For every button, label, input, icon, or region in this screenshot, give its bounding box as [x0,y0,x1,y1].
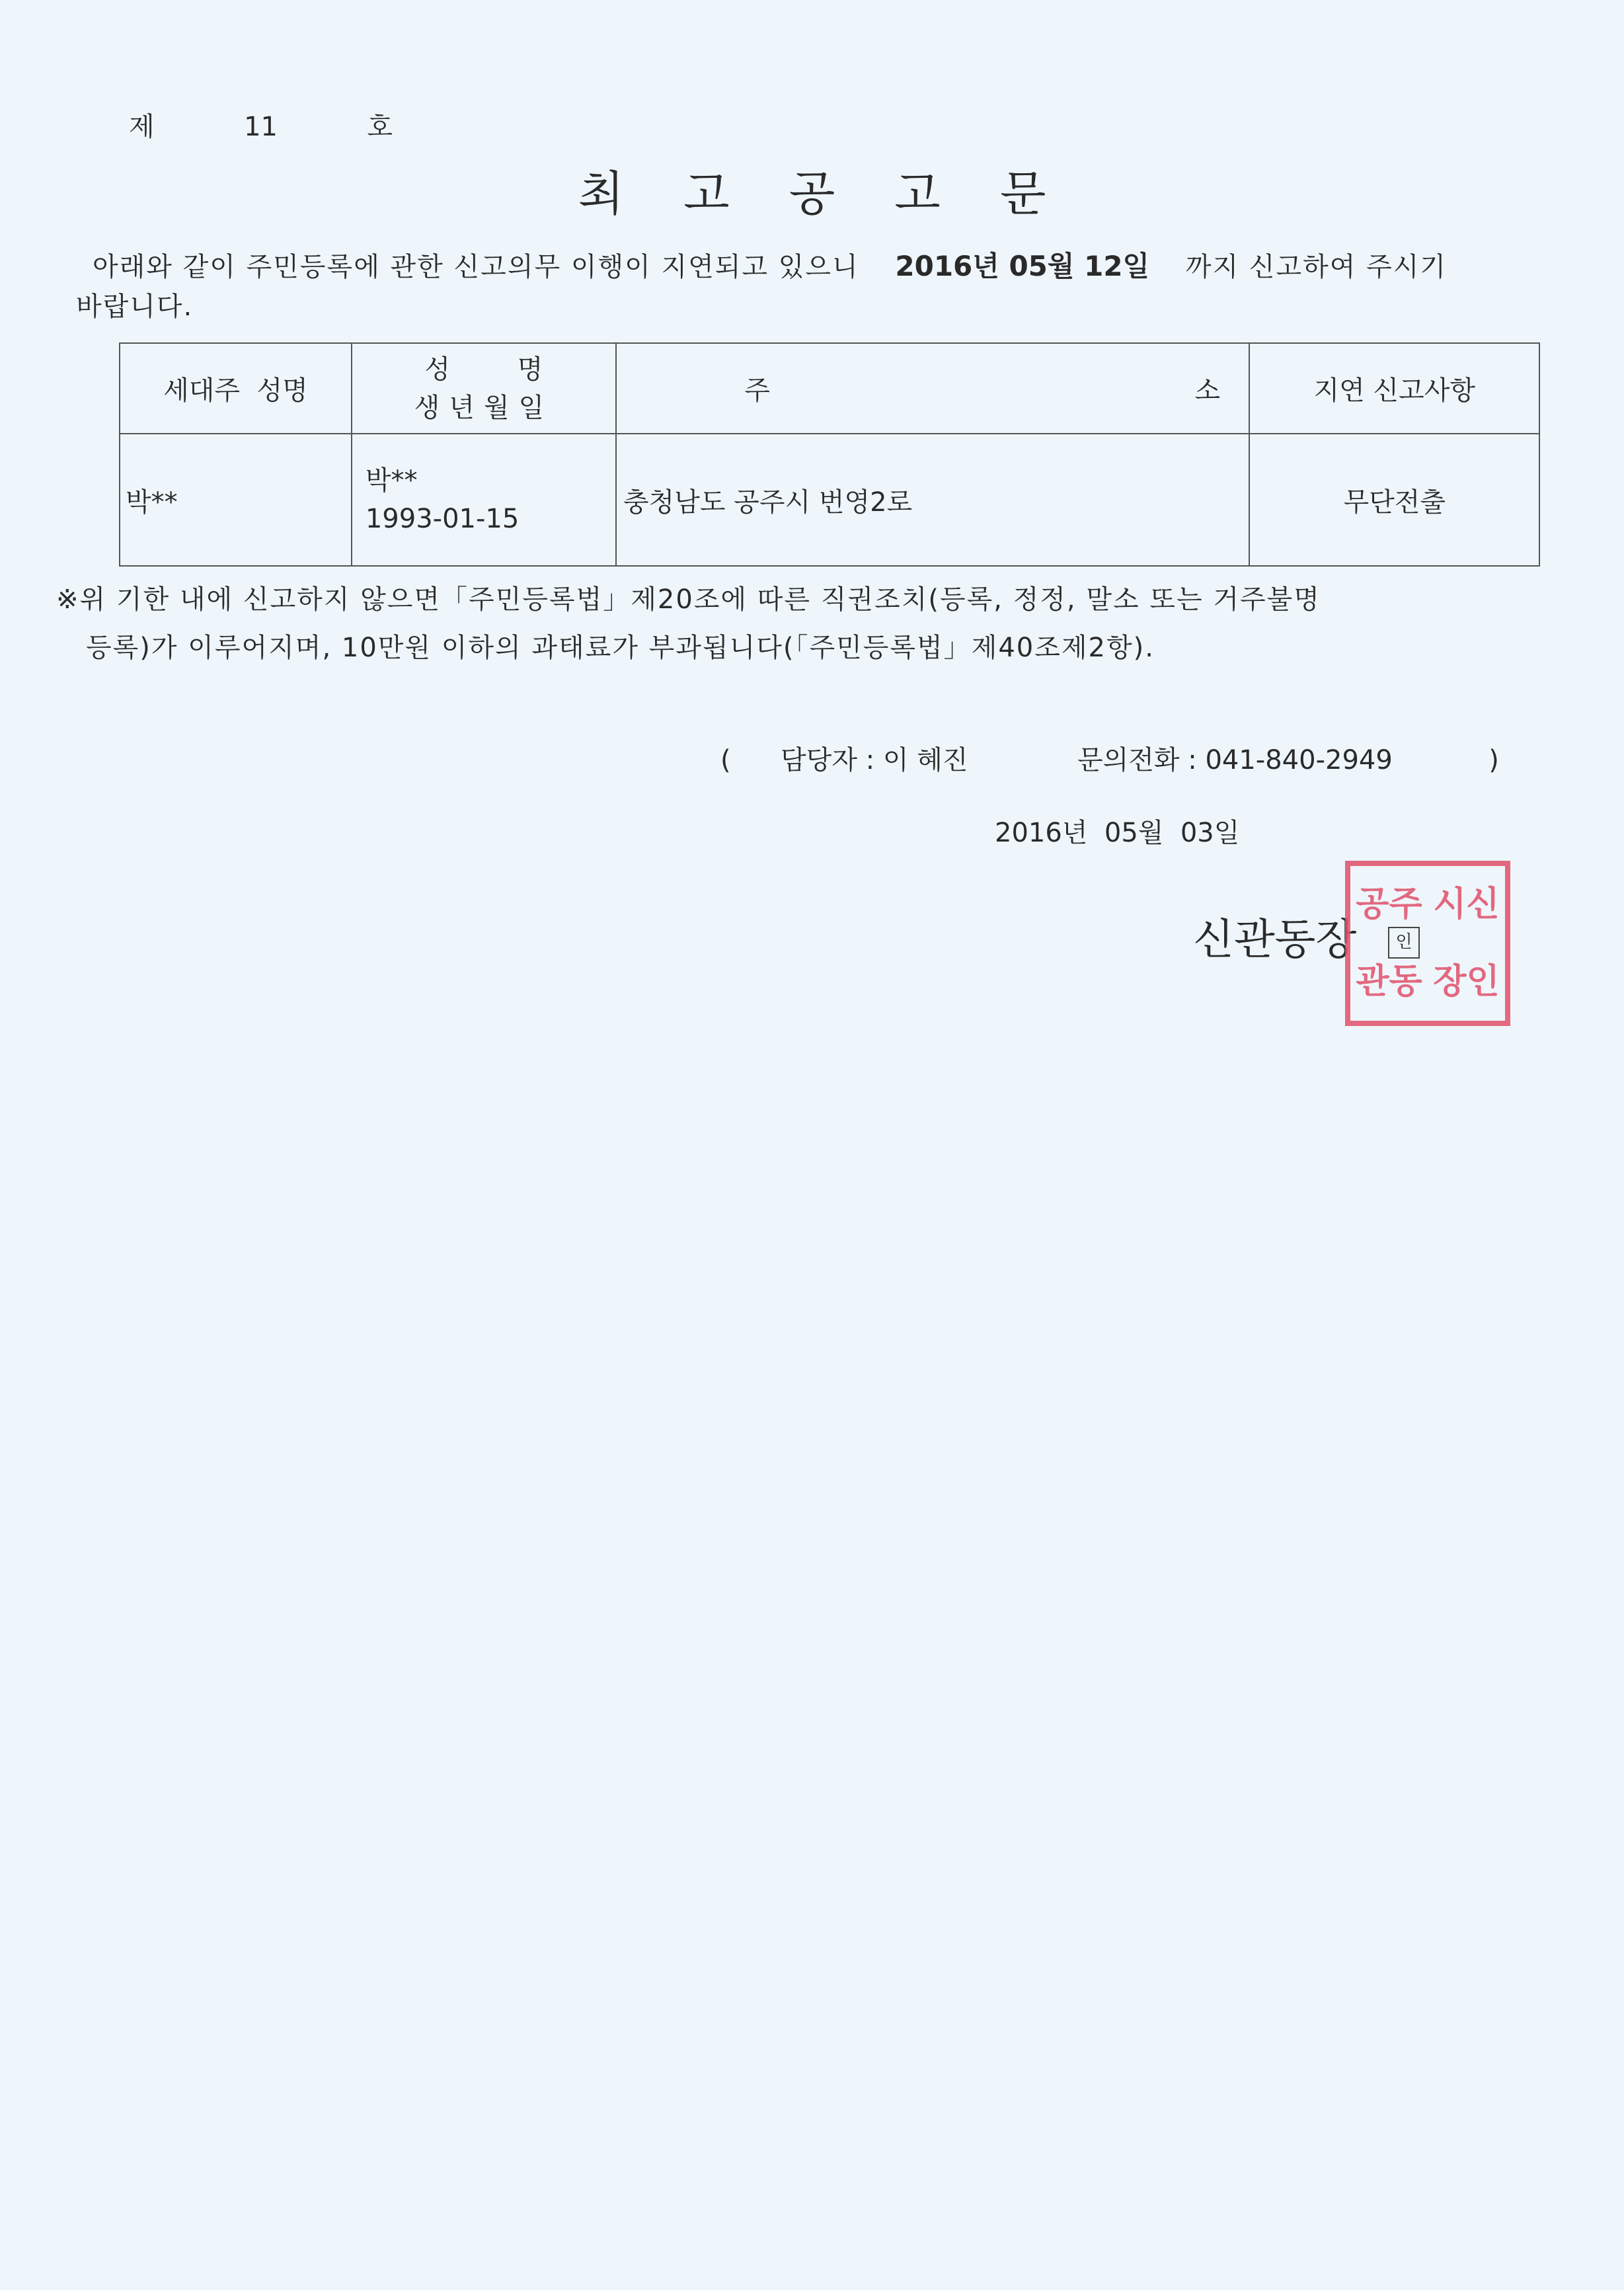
docno-suffix: 호 [367,112,393,142]
contact-open-paren: ( [720,745,731,775]
contact-info [720,739,1499,777]
document-title: 최고공고문 [578,166,1106,221]
header-name-birth [352,343,616,434]
notice-table [119,342,1540,567]
signer-title: 신관동장 [1193,916,1357,965]
document-number [129,106,393,143]
issued-date: 2016년 05월 03일 [995,818,1240,848]
header-address [616,343,1250,434]
stamp-char: 관동 [1356,962,1422,1002]
stamp-char: 장인 [1433,962,1500,1002]
contact-manager: 담당자 : 이 혜진 [781,745,968,775]
table-row [120,434,1539,566]
warning-line-2: 등록)가 이루어지며, 10만원 이하의 과태료가 부과됩니다(「주민등록법」제40조제2항). [86,633,1155,663]
header-late-report: 지연 신고사항 [1249,343,1539,434]
docno-prefix: 제 [129,112,155,142]
warning-line-1: ※위 기한 내에 신고하지 않으면「주민등록법」제20조에 따른 직권조치(등록, 정정, 말소 또는 거주불명 [56,584,1321,615]
intro-line-2: 바랍니다. [76,292,194,322]
header-birth: 생년월일 [414,392,554,423]
official-stamp [1345,861,1510,1026]
intro-line-1 [93,245,1447,284]
stamp-char: 공주 [1356,885,1422,924]
table-header-row [120,343,1539,434]
intro-text-after: 까지 신고하여 주시기 [1185,252,1448,282]
header-name: 성 명 [424,354,543,385]
header-address-left: 주 [744,375,770,406]
header-address-right: 소 [1194,375,1221,406]
cell-name: 박** [365,465,418,496]
stamp-char: 시신 [1433,885,1500,924]
cell-name-birth [352,434,616,566]
cell-late-report: 무단전출 [1249,434,1539,566]
contact-phone: 041-840-2949 [1205,745,1393,775]
seal-placeholder: 인 [1388,927,1420,959]
contact-close-paren: ) [1489,745,1499,775]
header-householder: 세대주 성명 [120,343,352,434]
intro-text-before: 아래와 같이 주민등록에 관한 신고의무 이행이 지연되고 있으니 [93,252,859,282]
deadline-date: 2016년 05월 12일 [895,250,1150,282]
contact-phone-label: 문의전화 : [1077,745,1197,775]
cell-householder: 박** [120,434,352,566]
docno-value: 11 [244,112,278,142]
cell-birth: 1993-01-15 [365,504,520,534]
cell-address: 충청남도 공주시 번영2로 [616,434,1250,566]
